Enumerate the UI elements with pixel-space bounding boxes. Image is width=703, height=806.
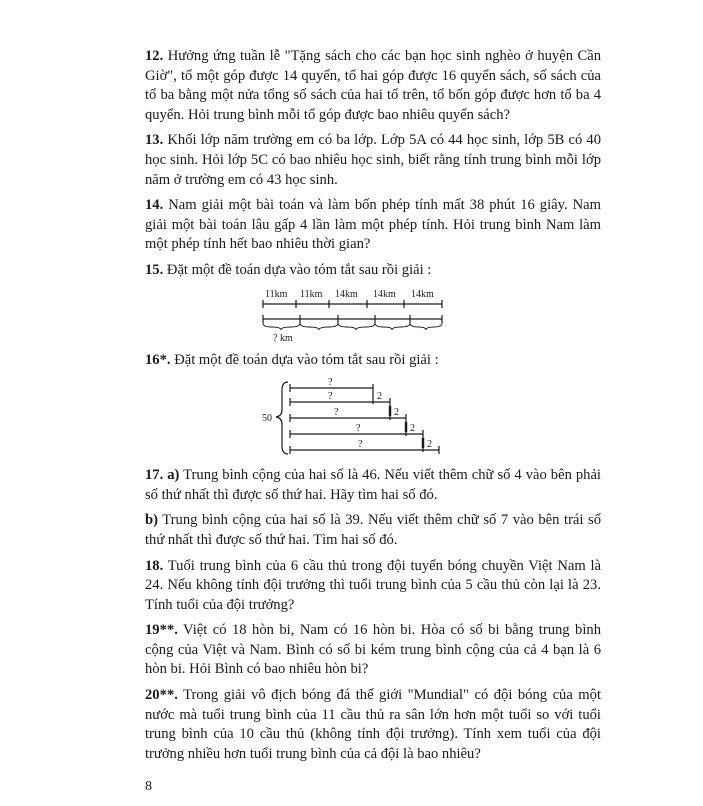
problem-number: 18. — [145, 557, 164, 574]
segment-label: 11km — [265, 288, 288, 300]
question-label: ? — [328, 377, 333, 389]
segment-label: 14km — [411, 288, 434, 300]
problem-number: b) — [145, 512, 158, 529]
question-label: ? km — [273, 332, 293, 344]
question-label: ? — [358, 439, 363, 451]
problem-18 — [145, 557, 601, 616]
total-label: 50 — [262, 413, 272, 425]
problem-number: 14. — [145, 197, 164, 214]
problem-20 — [145, 686, 601, 764]
problem-text: Trung bình cộng của hai số là 46. Nếu viết thêm chữ số 4 vào bên phải số thứ nhất thì được số thứ hai. Hãy tìm hai số đó. — [145, 467, 601, 503]
question-label: ? — [328, 391, 333, 403]
problem-number: 15. — [145, 261, 164, 278]
diff-label: 2 — [377, 391, 382, 403]
page-number: 8 — [145, 779, 152, 795]
problem-text: Trung bình cộng của hai số là 39. Nếu viết thêm chữ số 7 vào bên trái số thứ nhất thì được số thứ hai. Tìm hai số đó. — [145, 512, 601, 548]
segment-label: 11km — [300, 288, 323, 300]
problem-text: Đặt một đề toán dựa vào tóm tắt sau rồi giải : — [166, 261, 432, 278]
problem-text: Hưởng ứng tuần lễ "Tặng sách cho các bạn học sinh nghèo ở huyện Cần Giờ", tổ một góp được 14 quyển, tổ hai góp được 16 quyển sách, số sách của tổ ba bằng một nửa tổng số sách của hai tổ trên, tổ bốn góp được hơn tổ ba 4 quyển. Hỏi trung bình mỗi tổ góp được bao nhiêu quyển sách? — [145, 48, 601, 123]
problem-number: 19**. — [145, 622, 178, 639]
problem-text: Đặt một đề toán dựa vào tóm tắt sau rồi giải : — [174, 351, 439, 368]
problem-12 — [145, 47, 601, 125]
problem-16 — [145, 351, 601, 371]
problem-17a — [145, 466, 601, 505]
diff-label: 2 — [410, 423, 415, 435]
problem-text: Nam giải một bài toán và làm bốn phép tính mất 38 phút 16 giây. Nam giải một bài toán lâu gấp 4 lần làm một phép tính. Hỏi trung bình Nam làm một phép tính hết bao nhiêu thời gian? — [145, 197, 601, 253]
problem-number: 16*. — [145, 351, 171, 368]
question-label: ? — [334, 407, 339, 419]
problem-15 — [145, 261, 601, 281]
problem-text: Tuổi trung bình của 6 cầu thủ trong đội tuyển bóng chuyền Việt Nam là 24. Nếu không tính đội trưởng thì tuổi trung bình của 5 cầu thủ còn lại là 23. Tính tuổi của đội trưởng? — [145, 557, 601, 613]
problem-number: 17. a) — [145, 467, 180, 484]
question-label: ? — [356, 423, 361, 435]
page-content — [145, 0, 601, 806]
diff-label: 2 — [427, 439, 432, 451]
problem-17b — [145, 511, 601, 550]
diagram-15 — [255, 287, 455, 345]
segment-label: 14km — [335, 288, 358, 300]
problem-19 — [145, 621, 601, 680]
problem-number: 20**. — [145, 687, 178, 704]
problem-number: 13. — [145, 132, 164, 149]
problem-text: Trong giải vô địch bóng đá thế giới "Mundial" có đội bóng của một nước mà tuổi trung bình của 11 cầu thủ ra sân lớn hơn một tuổi so với tuổi trung bình của 10 cầu thủ (không tính đội trưởng). Tính xem tuổi của đội trưởng nhiều hơn tuổi trung bình của cả đội là bao nhiêu? — [145, 687, 602, 762]
problem-number: 12. — [145, 48, 164, 64]
problem-13 — [145, 131, 601, 190]
problem-text: Khối lớp năm trường em có ba lớp. Lớp 5A có 44 học sinh, lớp 5B có 40 học sinh. Hỏi lớp 5C có bao nhiêu học sinh, biết rằng tính trung bình mỗi lớp năm ở trường em có 43 học sinh. — [145, 132, 601, 188]
diagram-16 — [262, 376, 447, 460]
segment-label: 14km — [373, 288, 396, 300]
problem-14 — [145, 196, 601, 255]
problem-text: Việt có 18 hòn bi, Nam có 16 hòn bi. Hòa có số bi bằng trung bình cộng của Việt và Nam. Bình có số bi kém trung bình cộng của cả 4 bạn là 6 hòn bi. Hỏi Bình có bao nhiêu hòn bi? — [145, 622, 602, 678]
diff-label: 2 — [394, 407, 399, 419]
